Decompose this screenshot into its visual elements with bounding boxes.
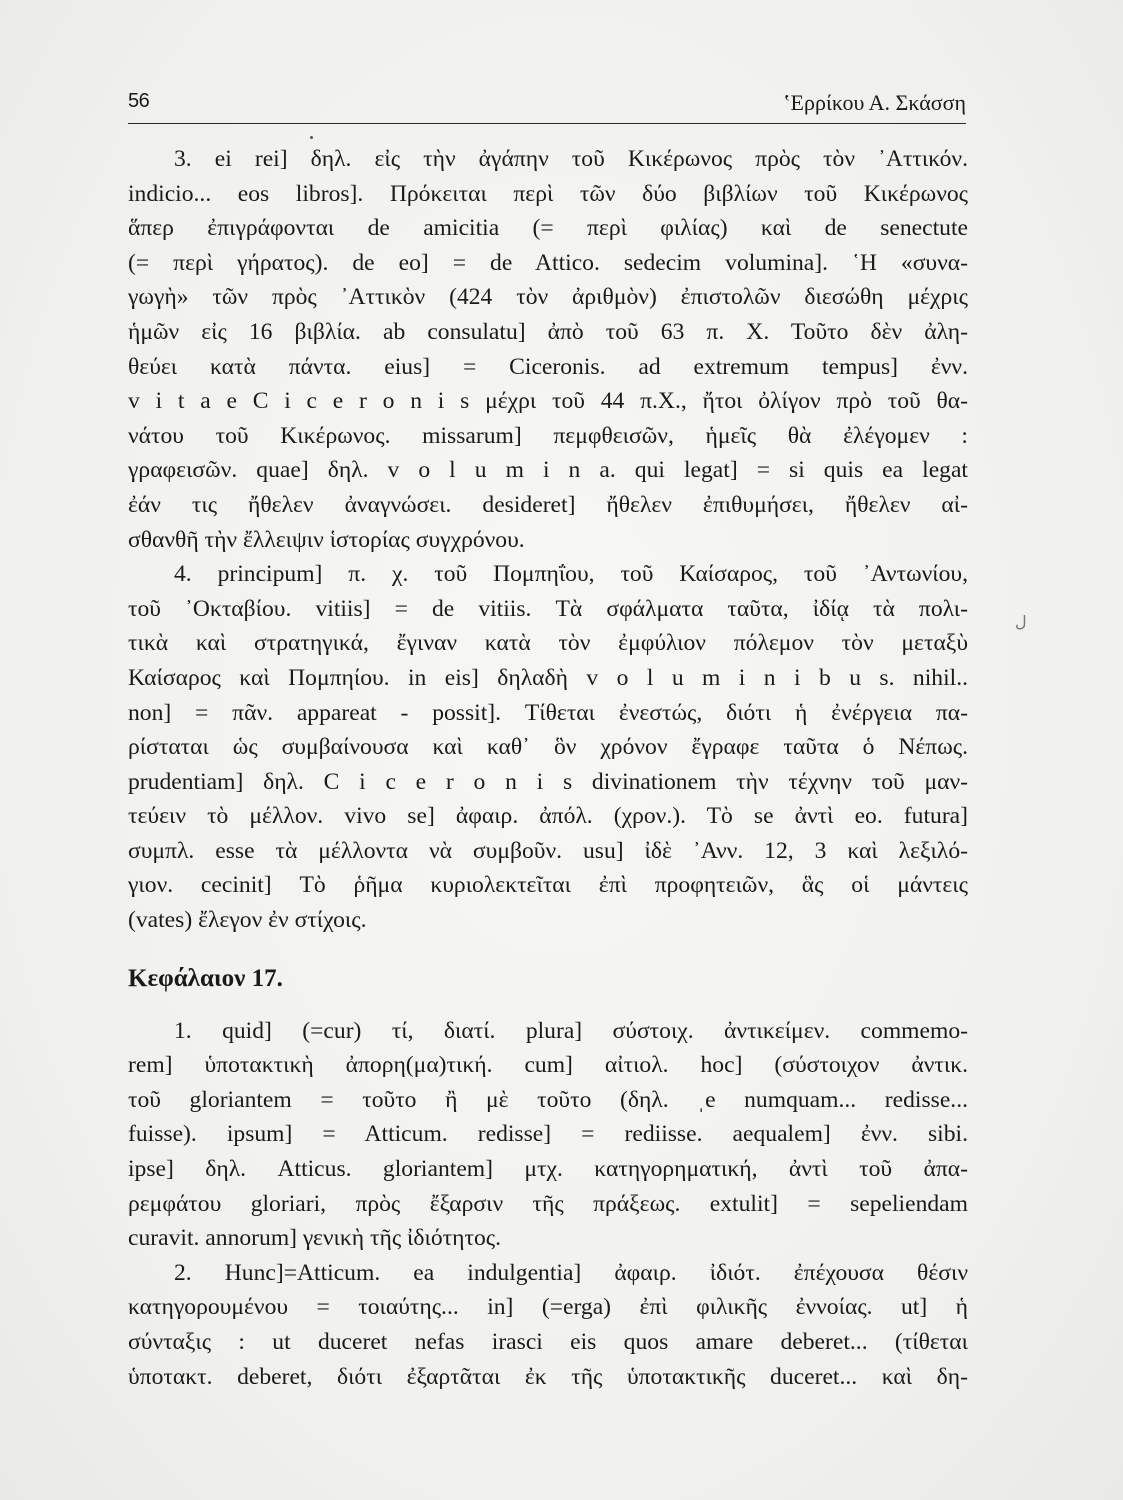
text-line: σθανθῆ τὴν ἔλλειψιν ἱστορίας συγχρόνου.	[128, 526, 525, 553]
text-line: θεύει κατὰ πάντα. eius] = Ciceronis. ad extremum tempus] ἐνν.	[128, 353, 968, 380]
text-line: ὑποτακτ. deberet, διότι ἐξαρτᾶται ἐκ τῆς ὑποτακτικῆς duceret... καὶ δη-	[128, 1363, 968, 1390]
page-number: 56	[128, 90, 150, 112]
text-line: Καίσαρος καὶ Πομπηίου. in eis] δηλαδὴ v o l u m i n i b u s. nihil..	[128, 664, 968, 691]
text-line: ipse] δηλ. Atticus. gloriantem] μτχ. κατηγορηματική, ἀντὶ τοῦ ἀπα-	[128, 1156, 968, 1183]
text-line: ρεμφάτου gloriari, πρὸς ἔξαρσιν τῆς πράξεως. extulit] = sepeliendam	[128, 1190, 968, 1217]
chapter-heading: Κεφάλαιον 17.	[128, 964, 283, 992]
text-line: ἐάν τις ἤθελεν ἀναγνώσει. desideret] ἤθελεν ἐπιθυμήσει, ἤθελεν αἰ-	[128, 491, 968, 518]
text-line: ἅπερ ἐπιγράφονται de amicitia (= περὶ φιλίας) καὶ de senectute	[128, 215, 968, 242]
text-line: 3. ei rei] δηλ. εἰς τὴν ἀγάπην τοῦ Κικέρωνος πρὸς τὸν ᾿Αττικόν.	[174, 146, 968, 172]
text-line: συμπλ. esse τὰ μέλλοντα νὰ συμβοῦν. usu] ἰδὲ ᾿Ανν. 12, 3 καὶ λεξιλό-	[128, 837, 968, 864]
text-line: v i t a e C i c e r o n i s μέχρι τοῦ 44 π.Χ., ἤτοι ὀλίγον πρὸ τοῦ θα-	[128, 388, 968, 415]
text-line: γιον. cecinit] Τὸ ῥῆμα κυριολεκτεῖται ἐπὶ προφητειῶν, ἃς οἱ μάντεις	[128, 872, 968, 899]
print-speck	[310, 136, 313, 139]
text-line: fuisse). ipsum] = Atticum. redisse] = rediisse. aequalem] ἐνν. sibi.	[128, 1121, 968, 1148]
text-line: τεύειν τὸ μέλλον. vivo se] ἀφαιρ. ἀπόλ. (χρον.). Τὸ se ἀντὶ eo. futura]	[128, 803, 968, 830]
page-header	[128, 88, 966, 118]
note-paragraph-3	[128, 142, 968, 557]
text-line: 2. Hunc]=Atticum. ea indulgentia] ἀφαιρ. ἰδιότ. ἐπέχουσα θέσιν	[174, 1259, 968, 1286]
commentary-body	[128, 142, 968, 1394]
margin-pencil-mark: ﻝ	[1015, 612, 1027, 631]
text-line: σύνταξις : ut duceret nefas irasci eis quos amare deberet... (τίθεται	[128, 1329, 968, 1355]
chapter-note-paragraph-2	[128, 1256, 968, 1394]
text-line: 1. quid] (=cur) τί, διατί. plura] σύστοιχ. ἀντικείμεν. commemo-	[174, 1017, 968, 1044]
text-line: τοῦ ᾿Οκταβίου. vitiis] = de vitiis. Τὰ σφάλματα ταῦτα, ἰδίᾳ τὰ πολι-	[128, 595, 968, 622]
text-line: non] = πᾶν. appareat - possit]. Τίθεται ἐνεστώς, διότι ἡ ἐνέργεια πα-	[128, 699, 968, 726]
text-line: τικὰ καὶ στρατηγικά, ἔγιναν κατὰ τὸν ἐμφύλιον πόλεμον τὸν μεταξὺ	[128, 630, 968, 657]
running-head: ʽΕρρίκου Α. Σκάσση	[783, 90, 966, 115]
text-line: indicio... eos libros]. Πρόκειται περὶ τῶν δύο βιβλίων τοῦ Κικέρωνος	[128, 180, 968, 207]
chapter-note-paragraph-1	[128, 1014, 968, 1256]
text-line: ἡμῶν εἰς 16 βιβλία. ab consulatu] ἀπὸ τοῦ 63 π. Χ. Τοῦτο δὲν ἀλη-	[128, 318, 968, 345]
text-line: prudentiam] δηλ. C i c e r o n i s divinationem τὴν τέχνην τοῦ μαν-	[128, 768, 968, 795]
text-line: 4. principum] π. χ. τοῦ Πομπηΐου, τοῦ Καίσαρος, τοῦ ᾿Αντωνίου,	[174, 561, 968, 588]
text-line: γραφεισῶν. quae] δηλ. v o l u m i n a. qui legat] = si quis ea legat	[128, 457, 968, 484]
text-line: (vates) ἔλεγον ἐν στίχοις.	[128, 907, 367, 934]
text-line: κατηγορουμένου = τοιαύτης... in] (=erga) ἐπὶ φιλικῆς ἐννοίας. ut] ἡ	[128, 1294, 968, 1321]
text-line: rem] ὑποτακτικὴ ἀπορη(μα)τική. cum] αἰτιολ. hoc] (σύστοιχον ἀντικ.	[128, 1052, 968, 1079]
text-line: ρίσταται ὡς συμβαίνουσα καὶ καθ᾿ ὃν χρόνον ἔγραφε ταῦτα ὁ Νέπως.	[128, 734, 968, 761]
note-paragraph-4	[128, 557, 968, 938]
text-line: curavit. annorum] γενικὴ τῆς ἰδιότητος.	[128, 1225, 502, 1252]
text-line: (= περὶ γήρατος). de eo] = de Attico. sedecim volumina]. ῾Η «συνα-	[128, 249, 968, 276]
header-rule	[128, 123, 966, 124]
text-line: τοῦ gloriantem = τοῦτο ἢ μὲ τοῦτο (δηλ. ˌe numquam... redisse...	[128, 1086, 968, 1113]
text-line: νάτου τοῦ Κικέρωνος. missarum] πεμφθεισῶν, ἡμεῖς θὰ ἐλέγομεν :	[128, 422, 968, 449]
text-line: γωγὴ» τῶν πρὸς ᾿Αττικὸν (424 τὸν ἀριθμὸν) ἐπιστολῶν διεσώθη μέχρις	[128, 284, 968, 311]
